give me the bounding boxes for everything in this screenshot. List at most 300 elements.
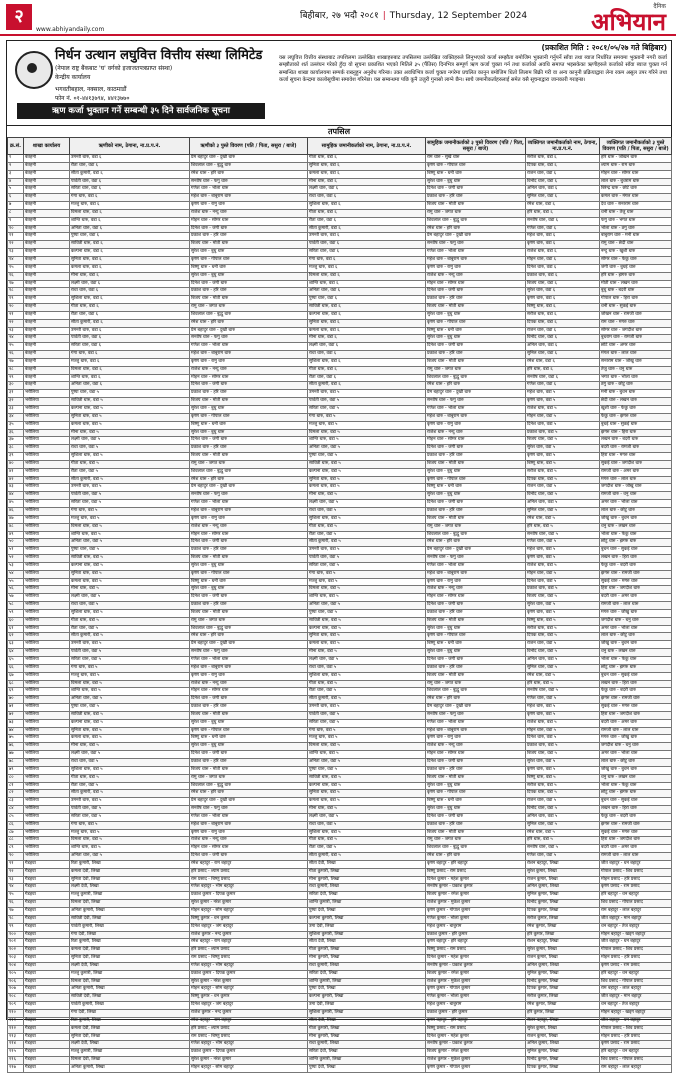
table-cell: मीना थारु, वडा ५: [308, 806, 426, 814]
table-cell: लक्ष्मी थारु, वडा ६: [308, 343, 426, 351]
table-cell: दिनेश थारु - जंगी थारु: [426, 602, 526, 610]
table-cell: सन्तोष थारु - फगु थारु: [190, 492, 308, 500]
table-cell: उमन्ती थारु, वडा ५: [308, 547, 426, 555]
table-cell: कल्पना थारु, वडा ६: [70, 249, 190, 257]
table-cell: अनिता थारु, वडा ५: [308, 758, 426, 766]
table-cell: सीता कुमारी, वडा ५: [308, 853, 426, 861]
table-cell: सुरेश थारु - बुधु थारु: [426, 468, 526, 476]
table-cell: १: [8, 155, 24, 163]
table-row: [8, 249, 672, 257]
table-cell: गणेश थारु, वडा ५: [526, 696, 600, 704]
table-cell: बिजय थारु - मोती थारु: [190, 766, 308, 774]
table-cell: २२: [8, 319, 24, 327]
table-cell: विमला थारु, वडा ६: [70, 209, 190, 217]
table-cell: सावित्री थारु, वडा ५: [308, 460, 426, 468]
table-cell: महेश थारु - बाबुराम थारु: [426, 727, 526, 735]
table-cell: कृष्ण थारु - गोपाल थारु: [190, 570, 308, 578]
table-cell: ५७: [8, 594, 24, 602]
table-cell: बेतहनी: [24, 202, 70, 210]
table-cell: लक्ष्मी थारु, वडा ५: [70, 751, 190, 759]
table-cell: सुकई थारु - मगरु थारु: [600, 578, 672, 586]
table-cell: ३१: [8, 390, 24, 398]
table-cell: १७: [8, 280, 24, 288]
table-cell: महेश थारु, वडा ६: [526, 233, 600, 241]
table-cell: प्रकाश थारु - हरि थारु: [426, 507, 526, 515]
table-cell: २९: [8, 374, 24, 382]
table-cell: ८६: [8, 821, 24, 829]
table-cell: मोहन थारु - सोमर थारु: [190, 845, 308, 853]
table-cell: मोहन थारु - सोमर थारु: [426, 751, 526, 759]
table-cell: राजेश थारु - नन्दु थारु: [190, 523, 308, 531]
table-cell: लक्ष्मी थारु, वडा ६: [70, 280, 190, 288]
table-cell: सीता कुमारी, वडा ६: [308, 225, 426, 233]
table-cell: रमेश थारु, वडा ५: [526, 515, 600, 523]
table-row: [8, 986, 672, 994]
table-cell: कृष्ण थारु, वडा ५: [526, 609, 600, 617]
table-cell: दिनेश कुमार - महेश कुमार: [426, 955, 526, 963]
table-cell: भरौलिया: [24, 570, 70, 578]
table-cell: दिनेश थारु - जंगी थारु: [426, 500, 526, 508]
table-cell: कृष्ण थारु - गोपाल थारु: [190, 256, 308, 264]
table-cell: ९७: [8, 908, 24, 916]
table-cell: बिष्णु थारु - धनी थारु: [426, 641, 526, 649]
table-row: [8, 1057, 672, 1065]
table-cell: रीता थारु, वडा ६: [70, 311, 190, 319]
table-cell: सीता देवी, लिखा: [308, 939, 426, 947]
table-cell: गणेश थारु - भोला थारु: [426, 406, 526, 414]
table-cell: सावित्री थारु, वडा ६: [70, 241, 190, 249]
header-personal-guarantor: व्यक्तिगत जमानीकर्ताको नाम, ठेगाना, ना.प्र.प.नं.: [526, 138, 600, 155]
table-cell: १०५: [8, 970, 24, 978]
table-cell: शान्ति थारु, वडा ५: [308, 594, 426, 602]
table-cell: छोटे थारु - अमर थारु: [600, 343, 672, 351]
table-cell: राजेश कुमार - मुकेश कुमार: [426, 900, 526, 908]
table-cell: राधा कुमारी, लिखा: [308, 884, 426, 892]
table-cell: गोपाल प्रसाद - शिव प्रसाद: [600, 947, 672, 955]
table-cell: सुशिला थारु, वडा ५: [70, 766, 190, 774]
table-cell: रीता थारु, वडा ५: [70, 468, 190, 476]
table-cell: रमेश थारु - हरि थारु: [426, 853, 526, 861]
table-cell: भगत थारु - भोला थारु: [600, 374, 672, 382]
table-cell: मञ्जु थारु, वडा ६: [70, 358, 190, 366]
table-cell: छोटु थारु - झगरु थारु: [600, 790, 672, 798]
table-cell: तेजु थारु - धनु थारु: [600, 366, 672, 374]
table-cell: कृष्ण थारु - गोपाल थारु: [426, 476, 526, 484]
table-row: [8, 351, 672, 359]
table-cell: सरिता थारु, वडा ५: [70, 500, 190, 508]
table-cell: सन्तराम थारु - जोखु थारु: [600, 358, 672, 366]
table-cell: ९३: [8, 876, 24, 884]
table-cell: ८१: [8, 782, 24, 790]
table-cell: रोशन बहादुर, लिखा: [526, 860, 600, 868]
table-cell: प्रकाश थारु - हरि थारु: [426, 194, 526, 202]
table-cell: धनु थारु - लखन थारु: [600, 523, 672, 531]
table-row: [8, 170, 672, 178]
table-cell: १०१: [8, 939, 24, 947]
table-cell: मोहन प्रसाद - हरि प्रसाद: [600, 1033, 672, 1041]
table-cell: प्रकाश थारु - हरि थारु: [190, 547, 308, 555]
table-cell: गीता थारु, वडा ५: [308, 837, 426, 845]
table-row: [8, 790, 672, 798]
table-cell: मञ्जु थारु, वडा ६: [70, 202, 190, 210]
table-cell: कृष्ण थारु - रामु थारु: [190, 672, 308, 680]
table-cell: कृष्ण कुमार - गोपाल कुमार: [426, 908, 526, 916]
table-cell: सरिता देवी, लिखा: [308, 970, 426, 978]
table-cell: ६३: [8, 641, 24, 649]
table-cell: पार्वती थारु, वडा ६: [308, 241, 426, 249]
table-cell: हरि थारु - झगरु थारु: [600, 272, 672, 280]
table-cell: बिजय थारु - मोती थारु: [426, 202, 526, 210]
table-cell: राम प्रसाद - बिष्णु प्रसाद: [190, 955, 308, 963]
table-cell: शिवलाल थारु - बुद्धु थारु: [426, 688, 526, 696]
website-url: www.abhiyandaily.com: [36, 26, 105, 33]
table-cell: सन्तोष कुमार - प्रकाश कुमार: [426, 1041, 526, 1049]
table-cell: बिष्णु थारु - धनी थारु: [426, 327, 526, 335]
table-cell: ११५: [8, 1049, 24, 1057]
table-row: [8, 1002, 672, 1010]
table-cell: सुनिल थारु, वडा ६: [526, 194, 600, 202]
table-cell: कृष्ण थारु - गोपाल थारु: [190, 727, 308, 735]
table-cell: गीता थारु, वडा ५: [70, 460, 190, 468]
table-cell: रामु थारु - जगत थारु: [426, 366, 526, 374]
table-cell: रमेश थारु - हरि थारु: [426, 225, 526, 233]
table-cell: महेश थारु, वडा ५: [526, 547, 600, 555]
table-cell: सीता कुमारी, वडा ६: [308, 382, 426, 390]
table-row: [8, 358, 672, 366]
table-cell: बिष्णु थारु - धनी थारु: [190, 735, 308, 743]
table-cell: सुनिता देवी, लिखा: [70, 876, 190, 884]
table-cell: ठगु थारु - छोटु थारु: [600, 382, 672, 390]
table-cell: राजेश थारु - नन्दु थारु: [190, 680, 308, 688]
table-row: [8, 1033, 672, 1041]
table-cell: गीता कुमारी, लिखा: [308, 868, 426, 876]
table-cell: प्रकाश कुमार - हरि कुमार: [426, 1009, 526, 1017]
table-cell: अमर थारु - भोला थारु: [600, 500, 672, 508]
table-cell: ६९: [8, 688, 24, 696]
table-cell: शान्ति थारु, वडा ६: [308, 280, 426, 288]
table-cell: राजन थारु, वडा ५: [526, 484, 600, 492]
table-cell: हिरा थारु - जगदीश थारु: [600, 837, 672, 845]
table-cell: सुरेश थारु, वडा ५: [526, 758, 600, 766]
table-cell: १२: [8, 241, 24, 249]
table-cell: सुरेश कुमार, लिखा: [526, 868, 600, 876]
table-cell: मञ्जु थारु, वडा ५: [70, 829, 190, 837]
table-cell: प्रकाश थारु, वडा ५: [526, 743, 600, 751]
table-cell: सीता कुमारी, वडा ५: [308, 539, 426, 547]
org-address-line: भगवतीबहाल, नक्साल, काठमाडौं: [55, 86, 127, 93]
table-cell: रामजी थारु - लाल थारु: [600, 727, 672, 735]
table-cell: रीता थारु, वडा ६: [308, 217, 426, 225]
table-row: [8, 696, 672, 704]
table-cell: बिजय थारु, वडा ५: [526, 751, 600, 759]
table-cell: राम बहादुर - लाल बहादुर: [600, 1064, 672, 1072]
table-cell: बिजय थारु - मोती थारु: [190, 398, 308, 406]
table-cell: सोमर थारु - फेकु थारु: [600, 256, 672, 264]
table-cell: मीना थारु, वडा ६: [308, 178, 426, 186]
table-cell: पार्वती थारु, वडा ६: [70, 178, 190, 186]
table-cell: लक्ष्मी थारु, वडा ५: [308, 813, 426, 821]
table-cell: दिनेश थारु - जंगी थारु: [190, 539, 308, 547]
table-cell: जोखु थारु - बुधन थारु: [600, 641, 672, 649]
table-cell: भरौलिया: [24, 484, 70, 492]
table-cell: झगरु थारु - हिरा थारु: [600, 429, 672, 437]
table-cell: छेदी थारु - लखन थारु: [600, 398, 672, 406]
table-cell: ३९: [8, 453, 24, 461]
table-row: [8, 860, 672, 868]
table-cell: ८०: [8, 774, 24, 782]
table-cell: ७६: [8, 743, 24, 751]
table-cell: सरिता थारु, वडा ६: [70, 186, 190, 194]
table-cell: सुरेश थारु - बुधु थारु: [190, 249, 308, 257]
table-cell: फगु थारु - भगत थारु: [600, 217, 672, 225]
table-cell: बुधई थारु - सुकई थारु: [600, 421, 672, 429]
table-cell: सरिता थारु, वडा ६: [308, 249, 426, 257]
table-cell: सुनिता थारु, वडा ५: [70, 413, 190, 421]
table-cell: रोशन बहादुर, लिखा: [526, 939, 600, 947]
table-cell: भरौलिया: [24, 429, 70, 437]
table-row: [8, 1049, 672, 1057]
table-cell: ८२: [8, 790, 24, 798]
table-cell: बेतहनी: [24, 233, 70, 241]
table-cell: ९४: [8, 884, 24, 892]
table-row: [8, 256, 672, 264]
table-row: [8, 845, 672, 853]
table-cell: सुशिला थारु, वडा ६: [308, 202, 426, 210]
date-english: Thursday, 12 September 2024: [389, 11, 528, 21]
table-cell: बेतहनी: [24, 335, 70, 343]
table-cell: प्रकाश थारु - हरि थारु: [426, 821, 526, 829]
table-cell: भरौलिया: [24, 633, 70, 641]
table-cell: भरौलिया: [24, 641, 70, 649]
table-row: [8, 421, 672, 429]
table-cell: कृष्ण थारु - गोपाल थारु: [426, 790, 526, 798]
table-cell: बुधराम थारु - रामजी थारु: [600, 335, 672, 343]
table-cell: ७१: [8, 704, 24, 712]
table-cell: सुनिता थारु, वडा ५: [308, 633, 426, 641]
table-cell: पुष्पा थारु, वडा ५: [308, 766, 426, 774]
table-cell: बिरेन्द्र थारु - छोटे थारु: [600, 186, 672, 194]
table-cell: राधा थारु, वडा ५: [70, 602, 190, 610]
table-row: [8, 931, 672, 939]
table-cell: लाल थारु - छोटु थारु: [600, 758, 672, 766]
table-cell: बिजय थारु - मोती थारु: [426, 617, 526, 625]
table-cell: मगरु थारु - लाल थारु: [600, 476, 672, 484]
table-cell: अनिल थारु, वडा ६: [526, 186, 600, 194]
table-cell: भरौलिया: [24, 711, 70, 719]
table-cell: उमा देवी, लिखा: [308, 1002, 426, 1010]
table-cell: रमेश थारु, वडा ६: [526, 358, 600, 366]
table-cell: गैडहवा: [24, 900, 70, 908]
table-cell: प्रेम बहादुर थारु - दुखी थारु: [190, 484, 308, 492]
table-cell: उमन्ती थारु, वडा ५: [308, 704, 426, 712]
table-cell: ५८: [8, 602, 24, 610]
table-cell: कृष्ण थारु - गोपाल थारु: [426, 319, 526, 327]
table-cell: कल्पना थारु, वडा ५: [70, 719, 190, 727]
table-cell: भरौलिया: [24, 743, 70, 751]
table-cell: विनोद थारु, वडा ६: [526, 335, 600, 343]
table-cell: अनिल कुमार, लिखा: [526, 884, 600, 892]
table-cell: सन्तोष थारु, वडा ६: [526, 217, 600, 225]
table-cell: कृष्ण प्रसाद - राम प्रसाद: [600, 1041, 672, 1049]
table-cell: गणेश थारु - भोला थारु: [190, 500, 308, 508]
table-cell: प्रकाश थारु - हरि थारु: [426, 609, 526, 617]
table-cell: ९: [8, 217, 24, 225]
table-cell: राजेश थारु - नन्दु थारु: [426, 743, 526, 751]
table-cell: गैडहवा: [24, 986, 70, 994]
table-cell: गैडहवा: [24, 860, 70, 868]
table-cell: शान्ति कुमारी, लिखा: [308, 1057, 426, 1065]
table-cell: शान्ति थारु, वडा ५: [70, 845, 190, 853]
table-row: [8, 602, 672, 610]
table-cell: रीता थारु, वडा ५: [70, 782, 190, 790]
table-cell: सोमर थारु - जगदीश थारु: [600, 327, 672, 335]
table-cell: ४: [8, 178, 24, 186]
header-branch: शाखा कार्यालय: [24, 138, 70, 155]
table-cell: भोला थारु - फेकु थारु: [600, 531, 672, 539]
table-cell: ५२: [8, 555, 24, 563]
table-row: [8, 327, 672, 335]
table-cell: सन्तोष थारु, वडा ५: [526, 845, 600, 853]
table-cell: मोहन थारु - सोमर थारु: [190, 531, 308, 539]
table-cell: महेश कुमार - बाबुराम: [426, 923, 526, 931]
table-row: [8, 735, 672, 743]
table-row: [8, 515, 672, 523]
table-cell: रमेश कुमार, लिखा: [526, 1002, 600, 1010]
table-cell: बिष्णु प्रसाद - राम प्रसाद: [426, 1025, 526, 1033]
table-cell: शान्ति कुमारी, लिखा: [308, 900, 426, 908]
table-cell: कृष्ण बहादुर - हरि बहादुर: [426, 860, 526, 868]
table-cell: गंगा थारु, वडा ६: [308, 256, 426, 264]
table-cell: मीना थारु, वडा ६: [308, 335, 426, 343]
table-row: [8, 947, 672, 955]
table-cell: महेश थारु - बाबुराम थारु: [426, 256, 526, 264]
table-cell: राम थारु - मगरु थारु: [600, 319, 672, 327]
table-cell: दिनेश थारु - जंगी थारु: [426, 813, 526, 821]
header-serial: क्र.सं.: [8, 138, 24, 155]
table-cell: ४३: [8, 484, 24, 492]
table-cell: धनु थारु - लखन थारु: [600, 774, 672, 782]
table-cell: दिनेश थारु - जंगी थारु: [426, 758, 526, 766]
table-cell: दिनेश थारु - जंगी थारु: [426, 445, 526, 453]
page-number: २: [6, 4, 32, 30]
table-row: [8, 813, 672, 821]
table-cell: राजेश थारु, वडा ५: [526, 562, 600, 570]
table-cell: ११२: [8, 1025, 24, 1033]
table-cell: अनिल कुमार, लिखा: [526, 1041, 600, 1049]
table-cell: भरौलिया: [24, 774, 70, 782]
table-cell: बेतहनी: [24, 327, 70, 335]
notice-intro-text: यस लघुवित्त वित्तीय संस्थाबाट तपशिलमा उल्लेखित शाखाहरुबाट तपसिलमा उल्लेखित व्यक्तिहरुले लिनुभएको कर्जा सम्झौता बमोजिम भुक्तानी गर्नुपर्ने साँवा तथा ब्याज निर्धारित समयमा भुक्तानी नगरी कर्जा सम्झौताको शर्त उल्लंघन गरेको हुँदा यो सूचना प्रकाशित भएको मितिले ३५ (पैंतिस) दिनभित्र सम्पूर्ण ऋण कर्जा चुक्ता गर्न तथा कर्जाको अवधि समाप्त भइसकेका ऋणीहरुले कर्जाको साँवा ब्याज चुक्ता गर्न सम्बन्धित शाखा कार्यालयमा सम्पर्क राख्नुहुन अनुरोध गरिन्छ। उक्त अवधिभित्र कर्जा चुक्ता नगरेमा प्रचलित कानुन बमोजिम धितो लिलाम बिक्री गरी वा अन्य कानुनी प्रक्रियाद्वारा लेना रकम असुल उपर गरिने तथा कर्जा सूचना केन्द्रमा कालोसूचीमा समावेश गरिनेछ। यस सम्बन्धमा पछि कुनै उजुरी गुनासो लाग्ने छैन। साथै जमानीकर्ताहरुलाई समेत यसै सूचनाद्वारा जानकारी गराइन्छ।: [279, 55, 667, 83]
table-cell: शान्ति थारु, वडा ५: [70, 688, 190, 696]
table-cell: हरि बहादुर - धन बहादुर: [600, 970, 672, 978]
table-cell: ६४: [8, 649, 24, 657]
table-cell: कृष्ण थारु - गोपाल थारु: [426, 633, 526, 641]
table-cell: भरौलिया: [24, 507, 70, 515]
table-cell: बदरी थारु - अमर थारु: [600, 719, 672, 727]
table-cell: कृष्ण थारु, वडा ५: [526, 711, 600, 719]
table-cell: १४: [8, 256, 24, 264]
table-row: [8, 766, 672, 774]
table-cell: मोहन थारु - सोमर थारु: [426, 437, 526, 445]
table-row: [8, 829, 672, 837]
table-cell: सन्तोष थारु - फगु थारु: [190, 335, 308, 343]
table-cell: रिता कुमारी, लिखा: [70, 860, 190, 868]
table-cell: बिजय थारु - मोती थारु: [426, 460, 526, 468]
table-cell: बेतहनी: [24, 304, 70, 312]
table-cell: ६२: [8, 633, 24, 641]
table-cell: गीता थारु, वडा ६: [308, 155, 426, 163]
table-row: [8, 915, 672, 923]
table-cell: सुनिल थारु, वडा ५: [526, 664, 600, 672]
table-cell: विमला थारु, वडा ५: [70, 837, 190, 845]
table-cell: भरौलिया: [24, 845, 70, 853]
table-cell: बेतहनी: [24, 366, 70, 374]
table-cell: बिष्णु थारु - धनी थारु: [190, 264, 308, 272]
table-cell: राधा थारु, वडा ५: [70, 445, 190, 453]
table-cell: ४०: [8, 460, 24, 468]
table-cell: दिनेश कुमार - महेश कुमार: [426, 1033, 526, 1041]
table-cell: सरिता देवी, लिखा: [308, 1049, 426, 1057]
table-cell: गैडहवा: [24, 915, 70, 923]
table-cell: भरौलिया: [24, 406, 70, 414]
table-cell: सुशिला थारु, वडा ५: [308, 829, 426, 837]
table-cell: राजेश कुमार - नन्द कुमार: [190, 931, 308, 939]
table-row: [8, 390, 672, 398]
table-cell: अनिता कुमारी, लिखा: [70, 986, 190, 994]
table-cell: पार्वती थारु, वडा ५: [308, 555, 426, 563]
table-row: [8, 821, 672, 829]
table-cell: प्रकाश थारु, वडा ५: [526, 429, 600, 437]
table-cell: ३५: [8, 421, 24, 429]
table-cell: भरौलिया: [24, 547, 70, 555]
table-cell: बिजय थारु - मोती थारु: [190, 296, 308, 304]
table-cell: सुकई थारु - जगदीश थारु: [600, 460, 672, 468]
table-cell: बिष्णु प्रसाद - राम प्रसाद: [426, 868, 526, 876]
table-cell: १११: [8, 1017, 24, 1025]
table-row: [8, 962, 672, 970]
table-cell: विमला थारु, वडा ५: [308, 743, 426, 751]
table-cell: प्रकाश थारु - हरि थारु: [426, 766, 526, 774]
table-cell: भरौलिया: [24, 531, 70, 539]
table-cell: बेतहनी: [24, 319, 70, 327]
table-cell: कमला थारु, वडा ६: [308, 327, 426, 335]
table-cell: गैडहवा: [24, 884, 70, 892]
table-cell: सुशिला थारु, वडा ५: [70, 453, 190, 461]
table-cell: गैडहवा: [24, 1064, 70, 1072]
table-cell: ७५: [8, 735, 24, 743]
table-cell: सन्तोष थारु - फगु थारु: [190, 178, 308, 186]
table-row: [8, 727, 672, 735]
table-cell: दिनेश थारु - जंगी थारु: [190, 751, 308, 759]
table-cell: बिष्णु कुमार - धन कुमार: [190, 915, 308, 923]
table-cell: गैडहवा: [24, 955, 70, 963]
table-cell: रमेश थारु, वडा ५: [526, 672, 600, 680]
table-cell: सुरेश थारु - बुधु थारु: [426, 492, 526, 500]
table-cell: अमर थारु - भोला थारु: [600, 625, 672, 633]
table-cell: कल्पना कुमारी, लिखा: [308, 915, 426, 923]
table-row: [8, 547, 672, 555]
table-cell: महेश थारु, वडा ५: [526, 704, 600, 712]
table-cell: भोला थारु - फेकु थारु: [600, 657, 672, 665]
table-cell: ५५: [8, 578, 24, 586]
table-cell: सुनिल कुमार, लिखा: [526, 1049, 600, 1057]
table-cell: सुनिता थारु, वडा ६: [308, 162, 426, 170]
table-cell: कृष्ण प्रसाद - राम प्रसाद: [600, 884, 672, 892]
table-cell: विनोद कुमार, लिखा: [526, 900, 600, 908]
table-cell: प्रकाश कुमार - दिपक कुमार: [190, 1049, 308, 1057]
table-cell: गंगा थारु, वडा ६: [70, 351, 190, 359]
table-cell: राजन थारु, वडा ६: [526, 170, 600, 178]
